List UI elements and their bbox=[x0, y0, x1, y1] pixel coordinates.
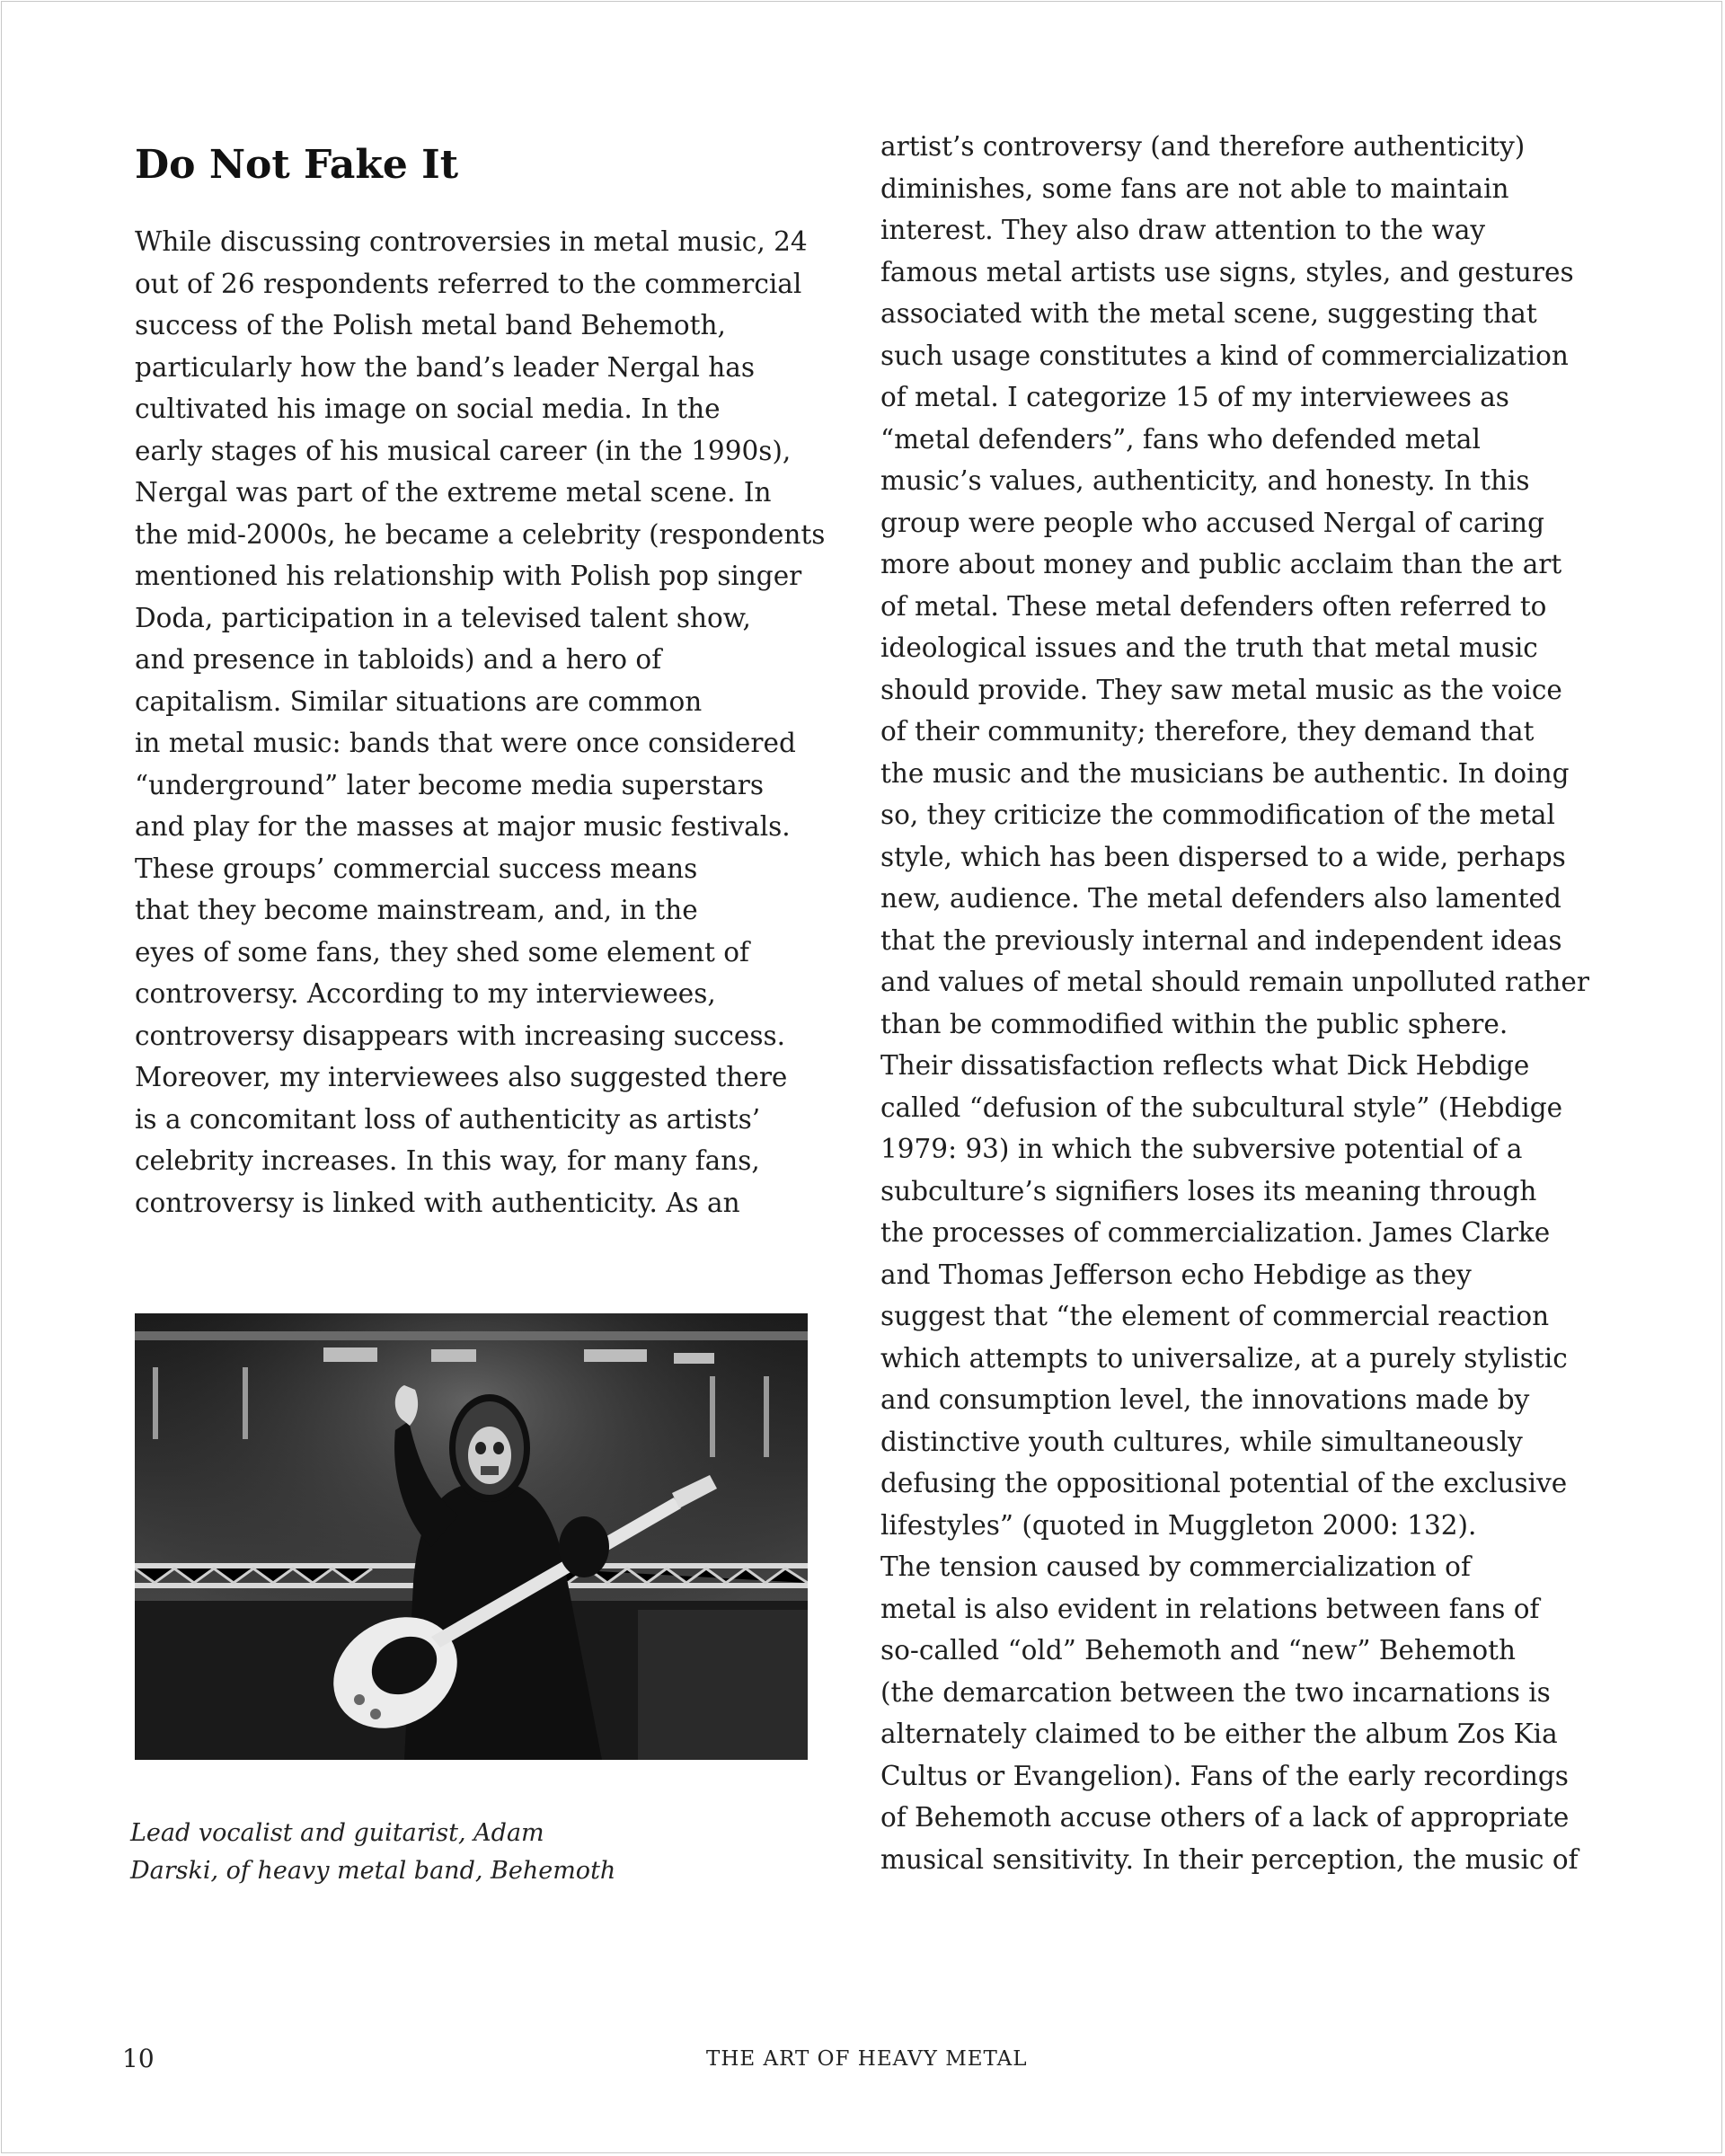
text-line: controversy. According to my interviewees, bbox=[135, 978, 716, 1009]
text-line: famous metal artists use signs, styles, and gestures bbox=[880, 256, 1574, 287]
text-line: While discussing controversies in metal music, 24 bbox=[135, 226, 808, 257]
text-line: suggest that “the element of commercial reaction bbox=[880, 1301, 1550, 1331]
text-line: Moreover, my interviewees also suggested there bbox=[135, 1062, 788, 1092]
text-line: associated with the metal scene, suggesting that bbox=[880, 298, 1537, 329]
text-line: and Thomas Jefferson echo Hebdige as they bbox=[880, 1259, 1472, 1290]
text-line: the music and the musicians be authentic. In doing bbox=[880, 757, 1570, 789]
text-line: and consumption level, the innovations made by bbox=[880, 1384, 1530, 1415]
page-number: 10 bbox=[122, 2044, 155, 2073]
text-line: Cultus or Evangelion). Fans of the early recordings bbox=[880, 1760, 1569, 1791]
text-line: “underground” later become media superstars bbox=[135, 769, 764, 800]
text-line: the processes of commercialization. James Clarke bbox=[880, 1217, 1551, 1248]
text-line: early stages of his musical career (in the 1990s), bbox=[135, 435, 792, 466]
text-line: such usage constitutes a kind of commercialization bbox=[880, 340, 1569, 371]
text-line: subculture’s signifiers loses its meaning through bbox=[880, 1175, 1537, 1206]
text-line: of metal. These metal defenders often referred to bbox=[880, 590, 1547, 622]
text-line: capitalism. Similar situations are common bbox=[135, 685, 703, 717]
text-line: than be commodified within the public sphere. bbox=[880, 1008, 1508, 1039]
text-line: alternately claimed to be either the album Zos Kia bbox=[880, 1719, 1558, 1749]
text-line: The tension caused by commercialization of bbox=[880, 1551, 1471, 1582]
text-line: 1979: 93) in which the subversive potential of a bbox=[880, 1134, 1523, 1164]
text-line: Their dissatisfaction reflects what Dick Hebdige bbox=[880, 1050, 1530, 1081]
caption-line: Lead vocalist and guitarist, Adam bbox=[130, 1819, 544, 1847]
text-line: metal is also evident in relations between fans of bbox=[880, 1593, 1540, 1624]
text-line: These groups’ commercial success means bbox=[135, 853, 698, 884]
text-line: Nergal was part of the extreme metal scene. In bbox=[135, 477, 772, 508]
right-column-text bbox=[880, 126, 1589, 1880]
photo-caption bbox=[130, 1815, 615, 1890]
text-line: so-called “old” Behemoth and “new” Behemoth bbox=[880, 1635, 1517, 1666]
text-line: controversy is linked with authenticity. As an bbox=[135, 1187, 740, 1218]
text-line: in metal music: bands that were once considered bbox=[135, 728, 796, 758]
text-line: interest. They also draw attention to the way bbox=[880, 215, 1486, 245]
running-title: THE ART OF HEAVY METAL bbox=[706, 2047, 1028, 2071]
caption-line: Darski, of heavy metal band, Behemoth bbox=[130, 1857, 616, 1885]
text-line: of metal. I categorize 15 of my interviewees as bbox=[880, 382, 1509, 412]
text-line: eyes of some fans, they shed some element of bbox=[135, 936, 749, 968]
text-line: of Behemoth accuse others of a lack of appropriate bbox=[880, 1802, 1570, 1833]
text-line: and play for the masses at major music festivals. bbox=[135, 811, 791, 842]
text-line: ideological issues and the truth that metal music bbox=[880, 632, 1538, 663]
text-line: the mid-2000s, he became a celebrity (respondents bbox=[135, 518, 826, 550]
text-line: which attempts to universalize, at a purely stylistic bbox=[880, 1342, 1568, 1374]
text-line: more about money and public acclaim than the art bbox=[880, 549, 1562, 579]
text-line: out of 26 respondents referred to the commercial bbox=[135, 268, 802, 299]
section-heading: Do Not Fake It bbox=[135, 142, 459, 188]
text-line: musical sensitivity. In their perception, the music of bbox=[880, 1843, 1579, 1875]
text-line: distinctive youth cultures, while simultaneously bbox=[880, 1426, 1523, 1457]
text-line: success of the Polish metal band Behemoth, bbox=[135, 310, 726, 340]
text-line: style, which has been dispersed to a wide, perhaps bbox=[880, 841, 1566, 872]
text-line: cultivated his image on social media. In the bbox=[135, 393, 721, 424]
text-line: group were people who accused Nergal of caring bbox=[880, 507, 1545, 538]
text-line: called “defusion of the subcultural style” (Hebdige bbox=[880, 1091, 1563, 1123]
text-line: is a concomitant loss of authenticity as artists’ bbox=[135, 1103, 761, 1135]
text-line: should provide. They saw metal music as the voice bbox=[880, 674, 1562, 705]
text-line: of their community; therefore, they demand that bbox=[880, 716, 1535, 747]
concert-photo bbox=[135, 1313, 808, 1760]
text-line: that they become mainstream, and, in the bbox=[135, 895, 698, 925]
text-line: (the demarcation between the two incarnations is bbox=[880, 1676, 1551, 1708]
left-column-text bbox=[135, 221, 825, 1224]
text-line: defusing the oppositional potential of the exclusive bbox=[880, 1468, 1568, 1498]
text-line: controversy disappears with increasing success. bbox=[135, 1020, 786, 1051]
text-line: diminishes, some fans are not able to maintain bbox=[880, 172, 1509, 204]
text-line: and presence in tabloids) and a hero of bbox=[135, 644, 662, 675]
text-line: lifestyles” (quoted in Muggleton 2000: 132). bbox=[880, 1509, 1477, 1541]
text-line: “metal defenders”, fans who defended metal bbox=[880, 423, 1481, 455]
text-line: Doda, participation in a televised talent show, bbox=[135, 602, 751, 633]
text-line: artist’s controversy (and therefore authenticity) bbox=[880, 131, 1526, 162]
text-line: and values of metal should remain unpolluted rather bbox=[880, 967, 1589, 997]
text-line: that the previously internal and independent ideas bbox=[880, 924, 1562, 956]
text-line: so, they criticize the commodification of the metal bbox=[880, 800, 1555, 830]
text-line: music’s values, authenticity, and honesty. In this bbox=[880, 465, 1530, 496]
text-line: new, audience. The metal defenders also lamented bbox=[880, 883, 1561, 914]
text-line: particularly how the band’s leader Nergal has bbox=[135, 351, 755, 383]
text-line: mentioned his relationship with Polish pop singer bbox=[135, 561, 802, 591]
text-line: celebrity increases. In this way, for many fans, bbox=[135, 1145, 760, 1176]
